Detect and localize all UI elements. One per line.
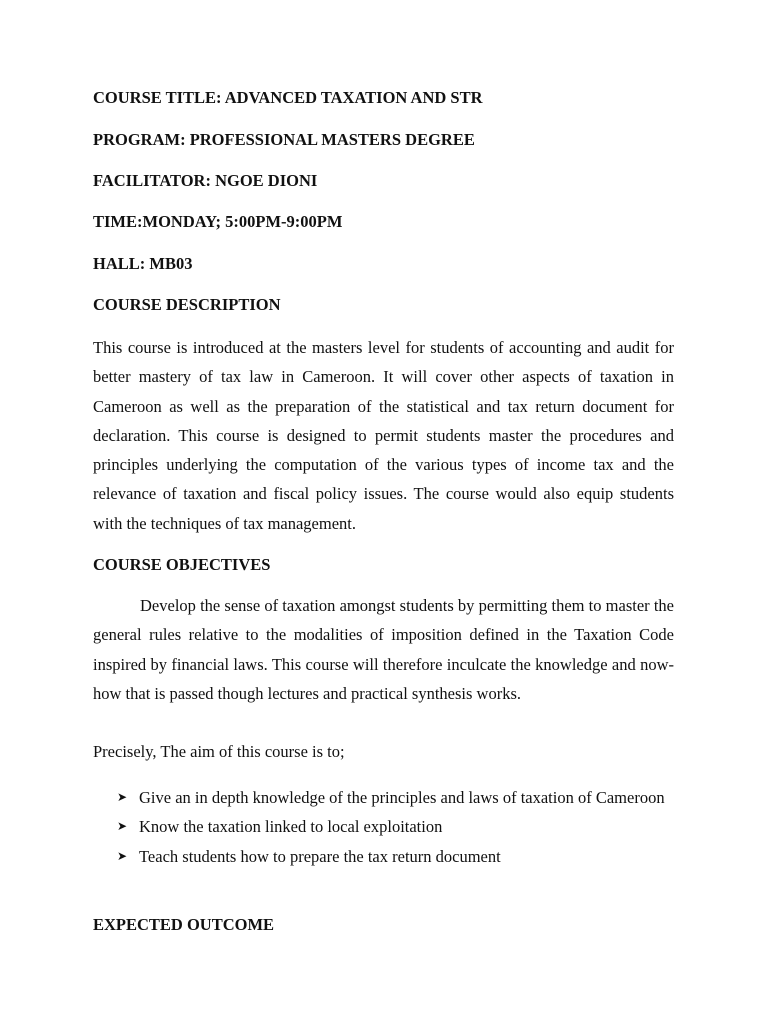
arrowhead-bullet-icon: ➤ xyxy=(117,790,128,804)
course-title: COURSE TITLE: ADVANCED TAXATION AND STR xyxy=(93,88,483,107)
list-item-text: Give an in depth knowledge of the principles and laws of taxation of Cameroon xyxy=(139,788,665,807)
time-line: TIME:MONDAY; 5:00PM-9:00PM xyxy=(93,212,343,231)
hall-line: HALL: MB03 xyxy=(93,254,193,273)
course-objectives-text: Develop the sense of taxation amongst students by permitting them to master the general rules relative to the modalities of imposition defined in the Taxation Code inspired by financial laws. This course will therefore inculcate the knowledge and now-how that is passed though lectures and practical synthesis works. xyxy=(93,596,674,703)
list-item-text: Teach students how to prepare the tax return document xyxy=(139,846,501,866)
course-description-text: This course is introduced at the masters level for students of accounting and audit for better mastery of tax law in Cameroon. It will cover other aspects of taxation in Cameroon as well as the preparation of the statistical and tax return document for declaration. This course is designed to permit students master the procedures and principles underlying the computation of the various types of income tax and the relevance of taxation and fiscal policy issues. The course would also equip students with the techniques of tax management. xyxy=(93,338,674,533)
list-item xyxy=(93,812,674,841)
aim-bullet-list xyxy=(93,783,674,871)
list-item xyxy=(93,842,674,871)
course-description-heading: COURSE DESCRIPTION xyxy=(93,295,281,314)
course-objectives-heading: COURSE OBJECTIVES xyxy=(93,555,271,574)
aim-intro: Precisely, The aim of this course is to; xyxy=(93,742,345,761)
arrowhead-bullet-icon: ➤ xyxy=(117,819,128,834)
expected-outcome-heading: EXPECTED OUTCOME xyxy=(93,915,275,934)
list-item xyxy=(93,783,674,812)
list-item-text: Know the taxation linked to local exploitation xyxy=(139,817,443,837)
program-line: PROGRAM: PROFESSIONAL MASTERS DEGREE xyxy=(93,130,475,149)
arrowhead-bullet-icon: ➤ xyxy=(117,848,128,863)
facilitator-line: FACILITATOR: NGOE DIONI xyxy=(93,171,318,190)
